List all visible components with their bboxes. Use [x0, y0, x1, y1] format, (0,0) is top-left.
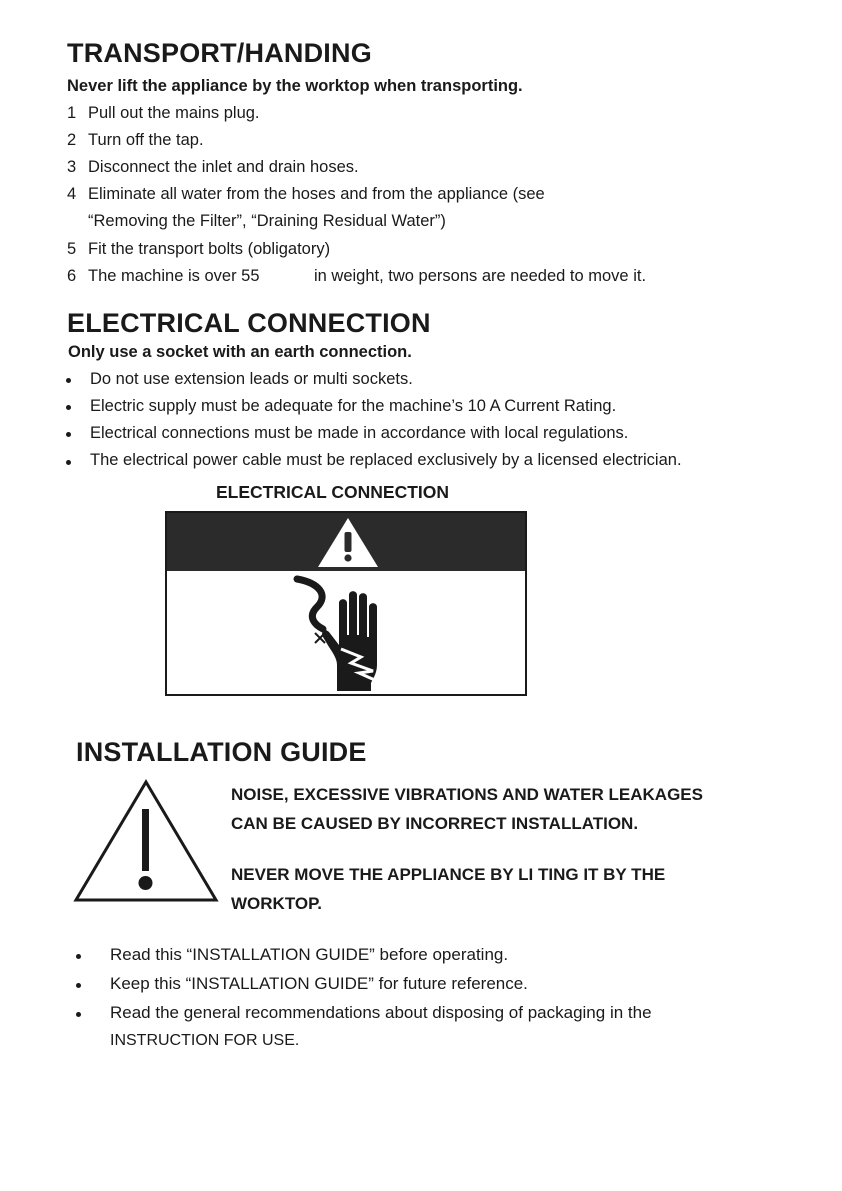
step-number: 5	[67, 240, 77, 258]
large-warning-triangle-icon	[73, 779, 219, 903]
bullet-dot	[66, 460, 71, 465]
step-text: Turn off the tap.	[88, 131, 204, 149]
step-text: The machine is over 55	[88, 267, 260, 285]
warning-text: NOISE, EXCESSIVE VIBRATIONS AND WATER LEAKAGES	[231, 785, 703, 804]
warning-triangle-icon	[316, 516, 380, 570]
bullet-dot	[66, 405, 71, 410]
electrical-bullet: Do not use extension leads or multi sockets.	[90, 370, 413, 388]
electrical-bullet: Electric supply must be adequate for the machine’s 10 A Current Rating.	[90, 397, 617, 415]
step-number: 1	[67, 104, 77, 122]
installation-bullet: Keep this “INSTALLATION GUIDE” for future reference.	[110, 974, 528, 993]
warning-text: CAN BE CAUSED BY INCORRECT INSTALLATION.	[231, 814, 639, 833]
installation-bullet: Read this “INSTALLATION GUIDE” before operating.	[110, 945, 509, 964]
step-number: 4	[67, 185, 77, 203]
bullet-dot	[66, 432, 71, 437]
electrical-bullet: Electrical connections must be made in accordance with local regulations.	[90, 424, 629, 442]
transport-subtitle: Never lift the appliance by the worktop when transporting.	[67, 77, 523, 95]
step-text-continued: in weight, two persons are needed to move it.	[314, 267, 647, 285]
step-text: Eliminate all water from the hoses and from the appliance (see	[88, 185, 545, 203]
installation-bullet-continued: INSTRUCTION FOR USE.	[110, 1032, 300, 1049]
step-number: 6	[67, 267, 77, 285]
warning-text: WORKTOP.	[231, 894, 322, 913]
figure-caption: ELECTRICAL CONNECTION	[216, 482, 450, 502]
step-number: 3	[67, 158, 77, 176]
step-text: Fit the transport bolts (obligatory)	[88, 240, 331, 258]
electrical-title: ELECTRICAL CONNECTION	[67, 308, 431, 338]
installation-bullet: Read the general recommendations about disposing of packaging in the	[110, 1003, 652, 1022]
step-text: Pull out the mains plug.	[88, 104, 260, 122]
bullet-dot	[66, 378, 71, 383]
transport-title: TRANSPORT/HANDING	[67, 38, 372, 68]
installation-title: INSTALLATION GUIDE	[76, 737, 367, 767]
warning-band	[167, 513, 525, 571]
step-text-continued: “Removing the Filter”, “Draining Residual Water”)	[88, 212, 446, 230]
electrical-bullet: The electrical power cable must be replaced exclusively by a licensed electrician.	[90, 451, 682, 469]
step-text: Disconnect the inlet and drain hoses.	[88, 158, 359, 176]
electric-shock-warning-label	[165, 511, 527, 696]
warning-text: NEVER MOVE THE APPLIANCE BY LI TING IT BY THE	[231, 865, 666, 884]
bullet-dot	[76, 983, 81, 988]
bullet-dot	[76, 954, 81, 959]
bullet-dot	[76, 1012, 81, 1017]
electrical-subtitle: Only use a socket with an earth connection.	[68, 343, 412, 361]
step-number: 2	[67, 131, 77, 149]
electric-shock-hand-icon	[289, 573, 399, 691]
